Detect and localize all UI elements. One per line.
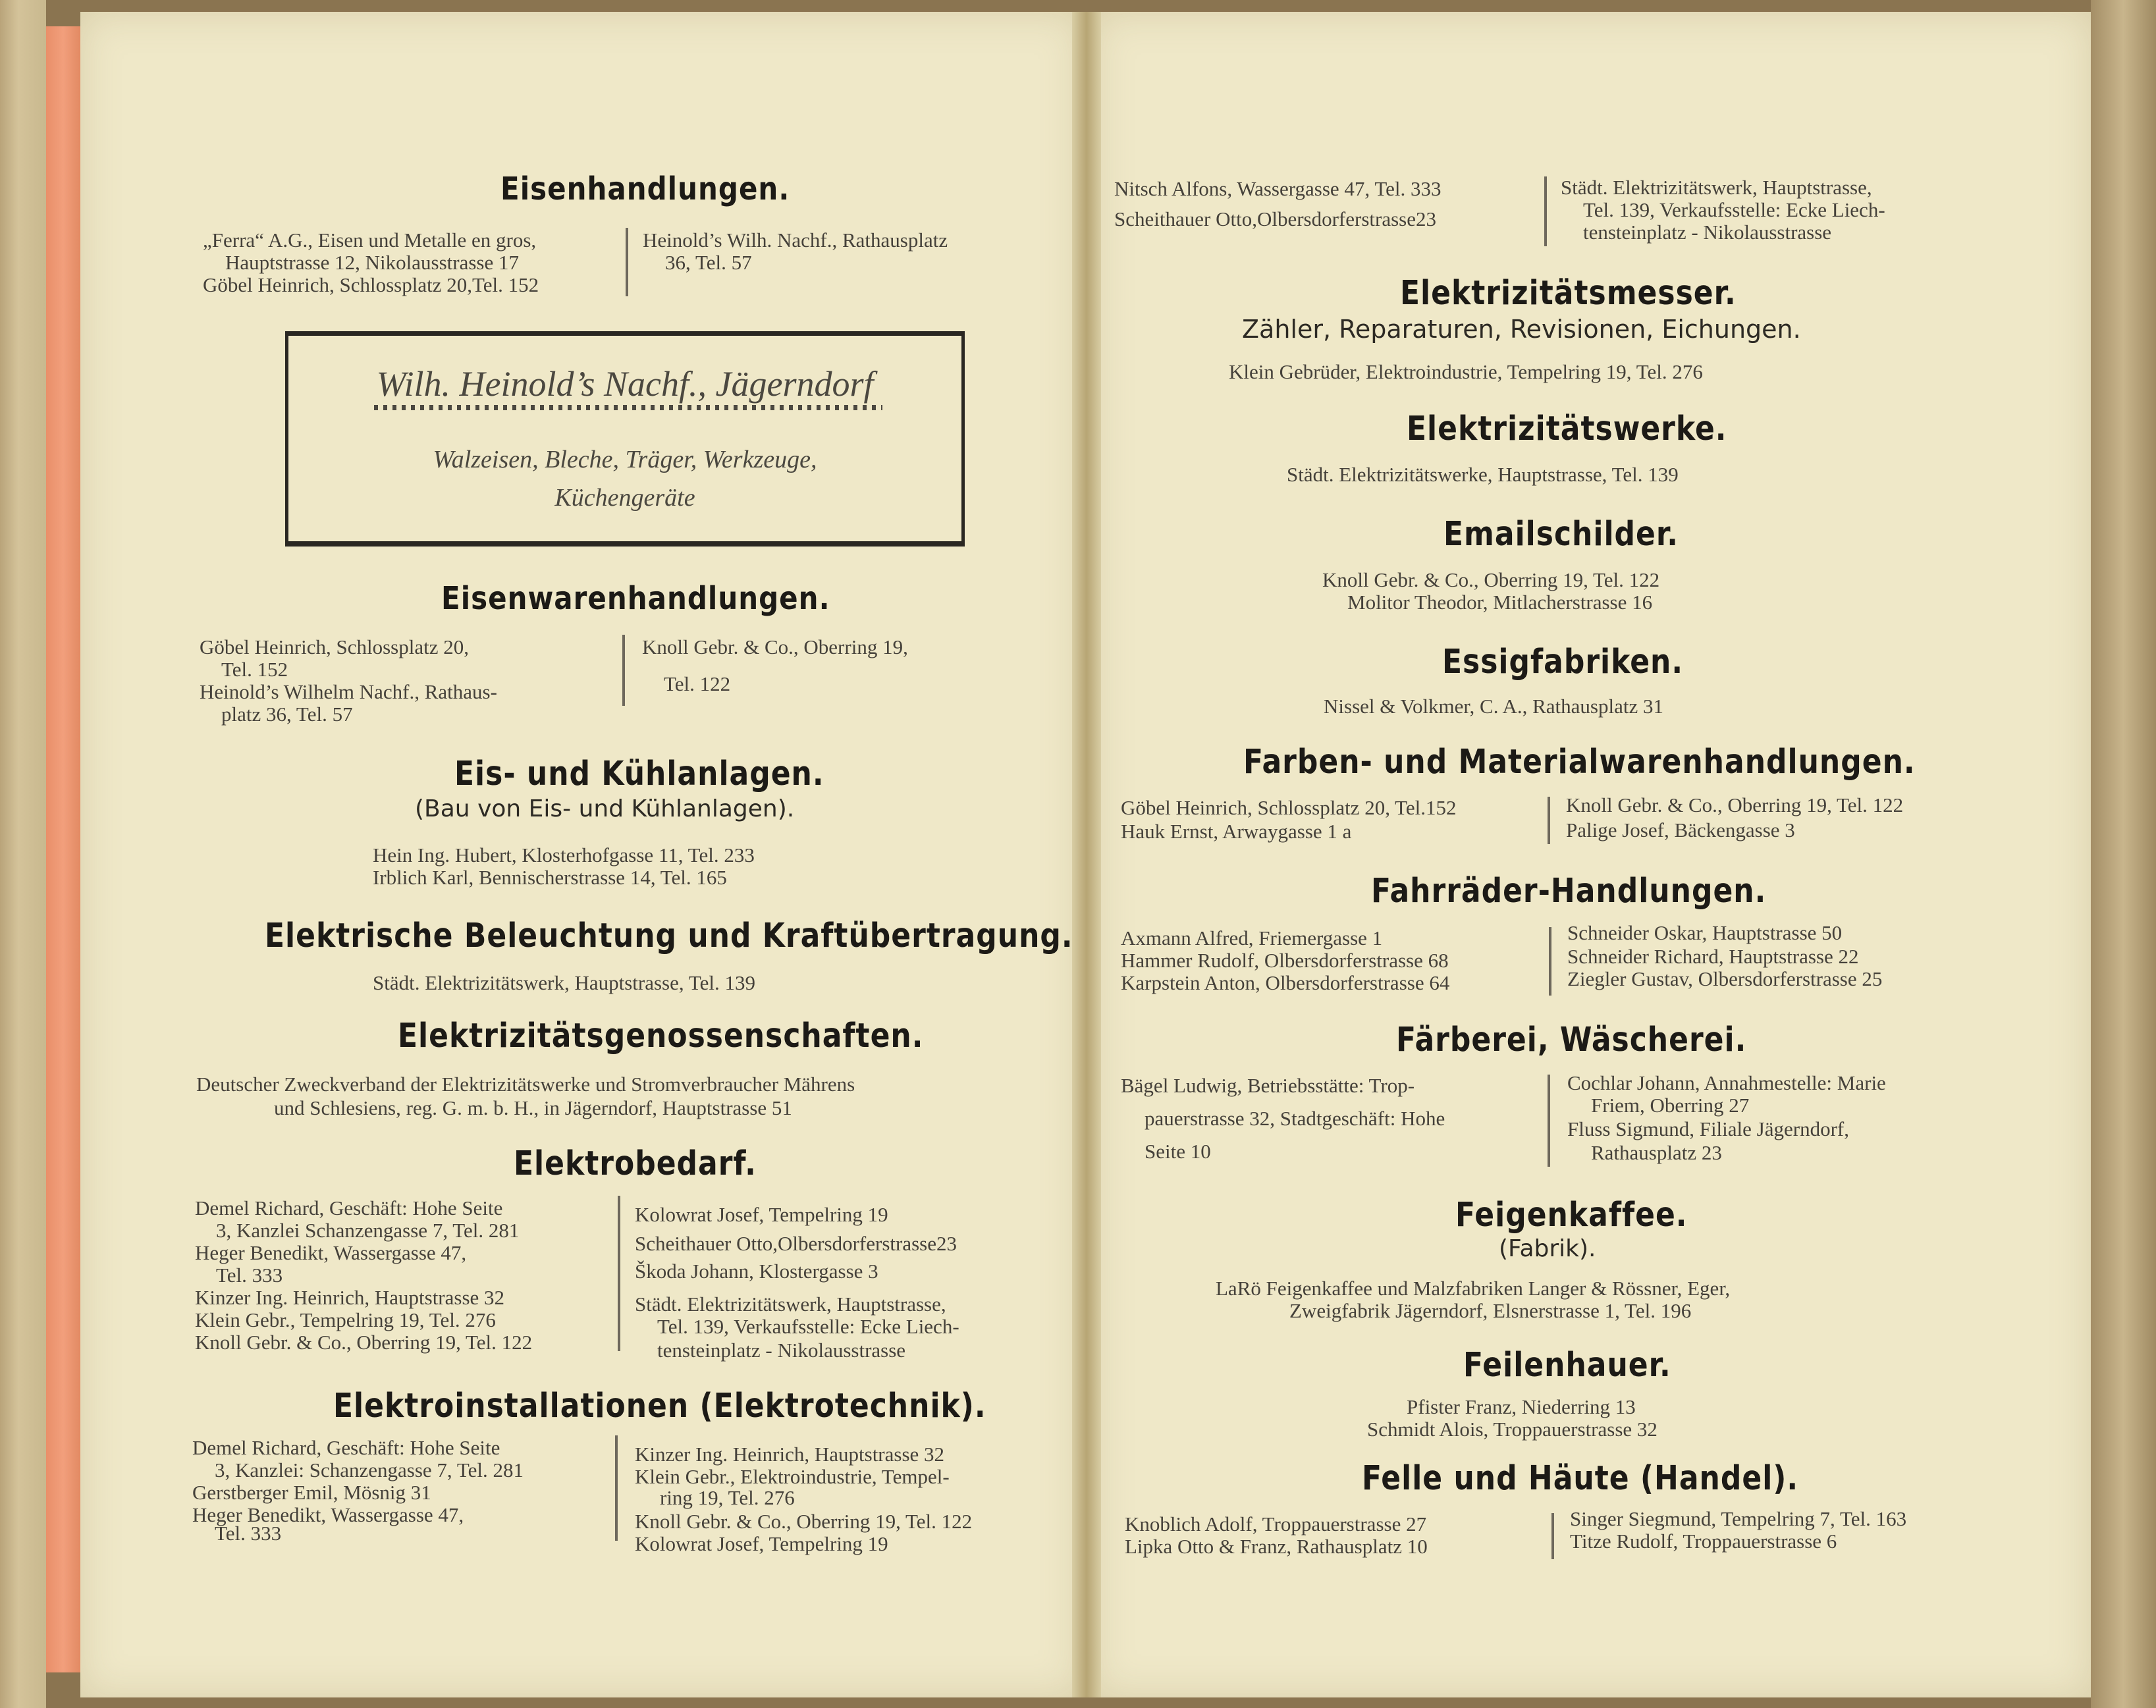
ad-title: Wilh. Heinold’s Nachf., Jägerndorf xyxy=(376,364,874,404)
entry-line: 36, Tel. 57 xyxy=(665,251,752,274)
column-divider xyxy=(1549,927,1551,996)
column-divider xyxy=(626,228,628,296)
entry-line: Knoll Gebr. & Co., Oberring 19, Tel. 122 xyxy=(635,1510,973,1533)
column-divider xyxy=(1544,176,1547,246)
entry-line: Hauptstrasse 12, Nikolausstrasse 17 xyxy=(225,251,519,274)
entry-line: Kolowrat Josef, Tempelring 19 xyxy=(635,1203,888,1226)
entry-line: Heger Benedikt, Wassergasse 47, xyxy=(195,1241,467,1264)
column-divider xyxy=(622,635,625,706)
entry-line: und Schlesiens, reg. G. m. b. H., in Jägerndorf, Hauptstrasse 51 xyxy=(274,1096,792,1119)
entry-line: tensteinplatz - Nikolausstrasse xyxy=(657,1339,906,1362)
column-divider xyxy=(1548,1075,1550,1167)
heading-eisenwarenhandlungen: Eisenwarenhandlungen. xyxy=(441,579,830,617)
entry-line: 3, Kanzlei Schanzengasse 7, Tel. 281 xyxy=(216,1219,520,1242)
entry-line: Heinold’s Wilh. Nachf., Rathausplatz xyxy=(643,228,948,252)
entry-line: Hein Ing. Hubert, Klosterhofgasse 11, Tel. 233 xyxy=(373,843,755,867)
entry-line: Tel. 333 xyxy=(215,1522,282,1545)
entry-line: Schneider Oskar, Hauptstrasse 50 xyxy=(1567,921,1843,944)
heading-fahrraeder-handlungen: Fahrräder-Handlungen. xyxy=(1371,872,1767,911)
entry-line: Kinzer Ing. Heinrich, Hauptstrasse 32 xyxy=(635,1443,945,1466)
heading-eisenhandlungen: Eisenhandlungen. xyxy=(500,170,790,207)
heading-eis-kuehlanlagen: Eis- und Kühlanlagen. xyxy=(454,755,824,793)
entry-line: Städt. Elektrizitätswerke, Hauptstrasse, Tel. 139 xyxy=(1287,463,1679,486)
entry-line: Knoblich Adolf, Troppauerstrasse 27 xyxy=(1125,1512,1427,1535)
heading-emailschilder: Emailschilder. xyxy=(1443,515,1679,554)
entry-line: 3, Kanzlei: Schanzengasse 7, Tel. 281 xyxy=(215,1458,524,1481)
entry-line: Knoll Gebr. & Co., Oberring 19, Tel. 122 xyxy=(195,1331,533,1354)
entry-line: Knoll Gebr. & Co., Oberring 19, Tel. 122 xyxy=(1566,793,1904,816)
book-edge-left xyxy=(0,0,46,1708)
entry-line: Klein Gebrüder, Elektroindustrie, Tempelring 19, Tel. 276 xyxy=(1229,360,1703,383)
right-page xyxy=(1093,12,2091,1697)
entry-line: Bägel Ludwig, Betriebsstätte: Trop- xyxy=(1121,1074,1415,1097)
entry-line: Klein Gebr., Elektroindustrie, Tempel- xyxy=(635,1465,950,1488)
column-divider xyxy=(1551,1513,1554,1559)
entry-line: Tel. 139, Verkaufsstelle: Ecke Liech- xyxy=(1583,198,1885,221)
entry-line: Tel. 122 xyxy=(664,672,731,695)
entry-line: Göbel Heinrich, Schlossplatz 20, Tel.152 xyxy=(1121,796,1457,819)
entry-line: Knoll Gebr. & Co., Oberring 19, xyxy=(642,635,908,658)
entry-line: Städt. Elektrizitätswerk, Hauptstrasse, xyxy=(635,1293,946,1316)
entry-line: Knoll Gebr. & Co., Oberring 19, Tel. 122 xyxy=(1322,568,1660,591)
heading-subtitle: (Fabrik). xyxy=(1499,1235,1596,1262)
heading-subtitle: (Bau von Eis- und Kühlanlagen). xyxy=(415,795,795,822)
entry-line: LaRö Feigenkaffee und Malzfabriken Langer & Rössner, Eger, xyxy=(1216,1277,1731,1300)
heading-essigfabriken: Essigfabriken. xyxy=(1442,643,1684,681)
entry-line: Deutscher Zweckverband der Elektrizitätswerke und Stromverbraucher Mährens xyxy=(196,1073,855,1096)
entry-line: Lipka Otto & Franz, Rathausplatz 10 xyxy=(1125,1535,1428,1558)
entry-line: Nitsch Alfons, Wassergasse 47, Tel. 333 xyxy=(1114,177,1442,200)
entry-line: Ziegler Gustav, Olbersdorferstrasse 25 xyxy=(1567,967,1883,990)
heading-elektroinstallationen: Elektroinstallationen (Elektrotechnik). xyxy=(333,1387,986,1426)
entry-line: Titze Rudolf, Troppauerstrasse 6 xyxy=(1570,1530,1837,1553)
entry-line: Schneider Richard, Hauptstrasse 22 xyxy=(1567,945,1859,968)
entry-line: Rathausplatz 23 xyxy=(1591,1141,1722,1164)
entry-line: Zweigfabrik Jägerndorf, Elsnerstrasse 1, Tel. 196 xyxy=(1289,1299,1692,1322)
ad-line: Walzeisen, Bleche, Träger, Werkzeuge, xyxy=(433,446,817,473)
entry-line: Klein Gebr., Tempelring 19, Tel. 276 xyxy=(195,1308,496,1331)
heading-elektrische-beleuchtung: Elektrische Beleuchtung und Kraftübertragung. xyxy=(265,917,1073,955)
entry-line: Gerstberger Emil, Mösnig 31 xyxy=(192,1481,431,1504)
entry-line: tensteinplatz - Nikolausstrasse xyxy=(1583,221,1832,244)
entry-line: Göbel Heinrich, Schlossplatz 20, xyxy=(200,635,469,658)
entry-line: Tel. 333 xyxy=(216,1264,283,1287)
entry-line: Scheithauer Otto,Olbersdorferstrasse23 xyxy=(635,1232,957,1255)
entry-line: Hammer Rudolf, Olbersdorferstrasse 68 xyxy=(1121,949,1449,972)
entry-line: „Ferra“ A.G., Eisen und Metalle en gros, xyxy=(203,228,537,252)
entry-line: pauerstrasse 32, Stadtgeschäft: Hohe xyxy=(1145,1107,1445,1130)
entry-line: Molitor Theodor, Mitlacherstrasse 16 xyxy=(1347,591,1653,614)
entry-line: ring 19, Tel. 276 xyxy=(660,1486,795,1509)
book-gutter xyxy=(1072,12,1101,1697)
entry-line: Städt. Elektrizitätswerk, Hauptstrasse, Tel. 139 xyxy=(373,971,755,994)
entry-line: platz 36, Tel. 57 xyxy=(221,703,353,726)
heading-elektrizitaetsgenossenschaften: Elektrizitätsgenossenschaften. xyxy=(398,1017,924,1055)
book-edge-right xyxy=(2091,0,2156,1708)
entry-line: Göbel Heinrich, Schlossplatz 20,Tel. 152 xyxy=(203,273,539,296)
entry-line: Pfister Franz, Niederring 13 xyxy=(1407,1395,1636,1418)
heading-feigenkaffee: Feigenkaffee. xyxy=(1455,1196,1688,1235)
entry-line: Seite 10 xyxy=(1145,1140,1211,1163)
heading-subtitle: Zähler, Reparaturen, Revisionen, Eichungen. xyxy=(1242,315,1801,344)
book-edge-colored xyxy=(46,26,80,1672)
entry-line: Friem, Oberring 27 xyxy=(1591,1094,1750,1117)
entry-line: Fluss Sigmund, Filiale Jägerndorf, xyxy=(1567,1117,1849,1140)
heading-felle-haeute: Felle und Häute (Handel). xyxy=(1362,1459,1799,1498)
heading-elektrizitaetswerke: Elektrizitätswerke. xyxy=(1407,410,1727,448)
entry-line: Demel Richard, Geschäft: Hohe Seite xyxy=(195,1196,503,1219)
heading-farben-materialwaren: Farben- und Materialwarenhandlungen. xyxy=(1243,743,1916,782)
entry-line: Hauk Ernst, Arwaygasse 1 a xyxy=(1121,820,1352,843)
entry-line: Nissel & Volkmer, C. A., Rathausplatz 31 xyxy=(1324,695,1663,718)
entry-line: Demel Richard, Geschäft: Hohe Seite xyxy=(192,1436,500,1459)
heading-faerberei-waescherei: Färberei, Wäscherei. xyxy=(1396,1021,1747,1059)
entry-line: Heger Benedikt, Wassergasse 47, xyxy=(192,1503,464,1526)
entry-line: Karpstein Anton, Olbersdorferstrasse 64 xyxy=(1121,971,1450,994)
heading-elektrizitaetsmesser: Elektrizitätsmesser. xyxy=(1400,274,1737,313)
column-divider xyxy=(1548,797,1550,844)
entry-line: Städt. Elektrizitätswerk, Hauptstrasse, xyxy=(1561,176,1872,199)
entry-line: Irblich Karl, Bennischerstrasse 14, Tel. 165 xyxy=(373,866,727,889)
heading-feilenhauer: Feilenhauer. xyxy=(1463,1346,1671,1385)
ad-divider xyxy=(374,405,882,410)
entry-line: Axmann Alfred, Friemergasse 1 xyxy=(1121,926,1383,949)
entry-line: Škoda Johann, Klostergasse 3 xyxy=(635,1260,878,1283)
entry-line: Palige Josef, Bäckengasse 3 xyxy=(1566,818,1795,841)
entry-line: Cochlar Johann, Annahmestelle: Marie xyxy=(1567,1071,1886,1094)
entry-line: Tel. 152 xyxy=(221,658,288,681)
ad-line: Küchengeräte xyxy=(554,484,695,512)
entry-line: Schmidt Alois, Troppauerstrasse 32 xyxy=(1367,1418,1657,1441)
entry-line: Kolowrat Josef, Tempelring 19 xyxy=(635,1532,888,1555)
entry-line: Tel. 139, Verkaufsstelle: Ecke Liech- xyxy=(657,1315,959,1338)
heading-elektrobedarf: Elektrobedarf. xyxy=(514,1144,757,1183)
column-divider xyxy=(615,1435,618,1541)
entry-line: Kinzer Ing. Heinrich, Hauptstrasse 32 xyxy=(195,1286,505,1309)
entry-line: Scheithauer Otto,Olbersdorferstrasse23 xyxy=(1114,207,1436,230)
entry-line: Heinold’s Wilhelm Nachf., Rathaus- xyxy=(200,680,497,703)
column-divider xyxy=(618,1196,620,1351)
entry-line: Singer Siegmund, Tempelring 7, Tel. 163 xyxy=(1570,1507,1907,1530)
